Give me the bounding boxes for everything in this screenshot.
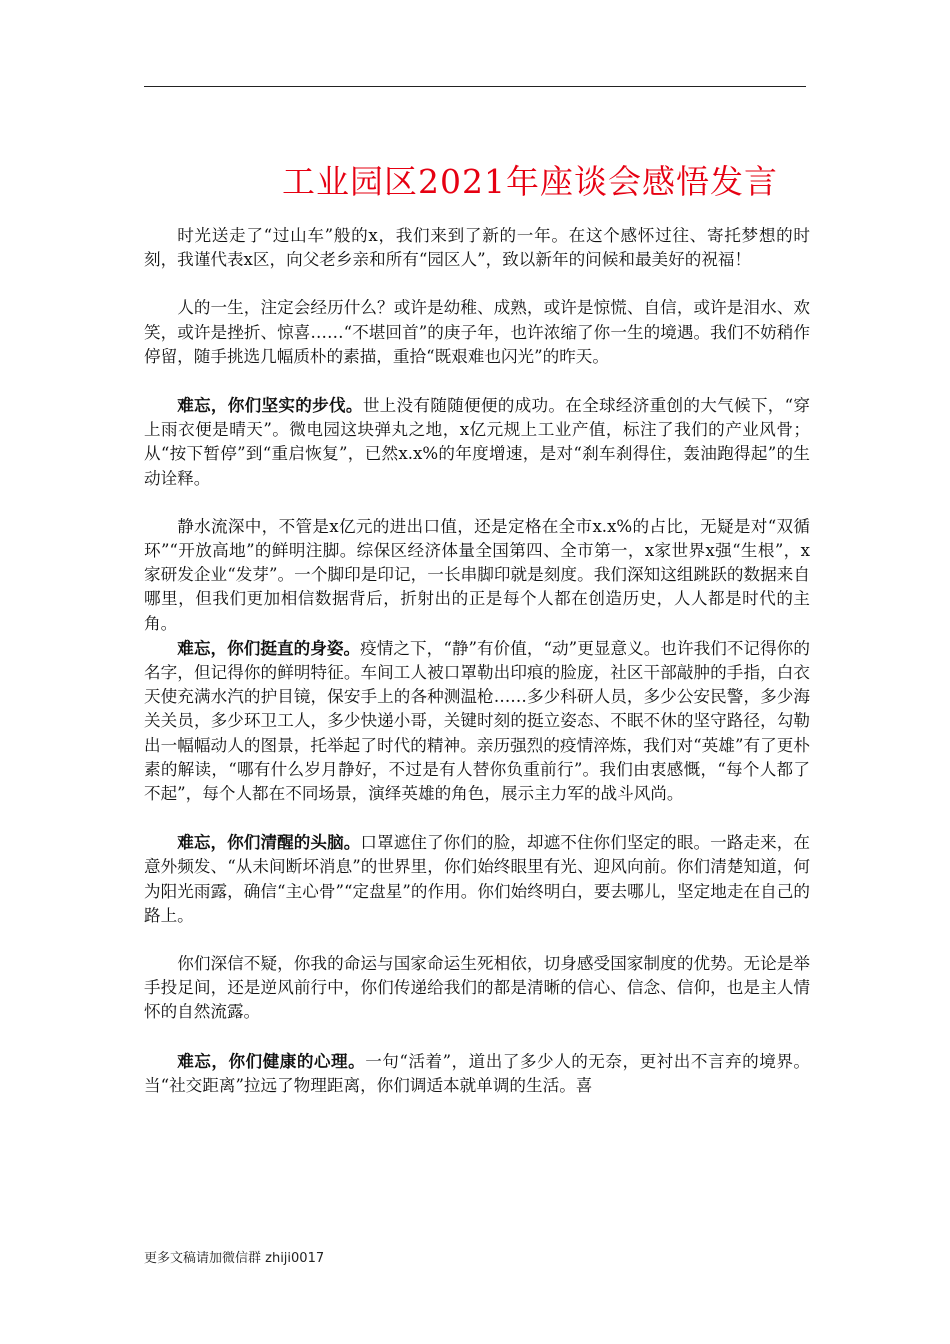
paragraph-7 [144, 952, 810, 1025]
paragraph-5-lead: 难忘，你们挺直的身姿。 [177, 637, 361, 658]
paragraph-3-lead: 难忘，你们坚实的步伐。 [177, 395, 363, 416]
footer-note: 更多文稿请加微信群 zhiji0017 [144, 1251, 325, 1266]
paragraph-8-text: 一句“活着”，道出了多少人的无奈，更衬出不言弃的境界。当“社交距离”拉远了物理距离，你们调适本就单调的生活。喜 [144, 1051, 811, 1095]
paragraph-2 [144, 296, 810, 369]
header-rule [144, 86, 806, 87]
paragraph-2-text: 人的一生，注定会经历什么？或许是幼稚、成熟，或许是惊慌、自信，或许是泪水、欢笑，或许是挫折、惊喜……“不堪回首”的庚子年，也许浓缩了你一生的境遇。我们不妨稍作停留，随手挑选几幅质朴的素描，重拾“既艰难也闪光”的昨天。 [144, 298, 810, 366]
paragraph-4-text: 静水流深中，不管是x亿元的进出口值，还是定格在全市x.x%的占比，无疑是对“双循环”“开放高地”的鲜明注脚。综保区经济体量全国第四、全市第一，x家世界x强“生根”，x家研发企业“发芽”。一个脚印是印记，一长串脚印就是刻度。我们深知这组跳跃的数据来自哪里，但我们更加相信数据背后，折射出的正是每个人都在创造历史，人人都是时代的主角。 [144, 516, 810, 633]
paragraph-7-text: 你们深信不疑，你我的命运与国家命运生死相依，切身感受国家制度的优势。无论是举手投足间，还是逆风前行中，你们传递给我们的都是清晰的信心、信念、信仰，也是主人情怀的自然流露。 [144, 954, 810, 1022]
paragraph-8 [144, 1049, 810, 1098]
paragraph-1-text: 时光送走了“过山车”般的x，我们来到了新的一年。在这个感怀过往、寄托梦想的时刻，我谨代表x区，向父老乡亲和所有“园区人”，致以新年的问候和最美好的祝福！ [144, 226, 810, 270]
paragraph-3 [144, 393, 810, 491]
paragraph-6-text: 口罩遮住了你们的脸，却遮不住你们坚定的眼。一路走来，在意外频发、“从未间断坏消息”的世界里，你们始终眼里有光、迎风向前。你们清楚知道，何为阳光雨露，确信“主心骨”“定盘星”的作用。你们始终明白，要去哪儿，坚定地走在自己的路上。 [144, 833, 811, 925]
paragraph-5 [144, 636, 810, 806]
document-body [144, 224, 810, 1098]
document-title: 工业园区2021年座谈会感悟发言 [282, 162, 778, 201]
paragraph-6-lead: 难忘，你们清醒的头脑。 [177, 832, 361, 853]
paragraph-4 [144, 515, 810, 636]
paragraph-6 [144, 830, 810, 928]
paragraph-3-text: 世上没有随随便便的成功。在全球经济重创的大气候下，“穿上雨衣便是晴天”。微电园这块弹丸之地，x亿元规上工业产值，标注了我们的产业风骨；从“按下暂停”到“重启恢复”，已然x.x%的年度增速，是对“刹车刹得住，轰油跑得起”的生动诠释。 [144, 396, 811, 488]
paragraph-1 [144, 224, 810, 272]
paragraph-8-lead: 难忘，你们健康的心理。 [177, 1050, 366, 1071]
paragraph-5-text: 疫情之下，“静”有价值，“动”更显意义。也许我们不记得你的名字，但记得你的鲜明特征。车间工人被口罩勒出印痕的脸庞，社区干部敲肿的手指，白衣天使充满水汽的护目镜，保安手上的各种测温枪……多少科研人员，多少公安民警，多少海关关员，多少环卫工人，多少快递小哥，关键时刻的挺立姿态、不眠不休的坚守路径，勾勒出一幅幅动人的图景，托举起了时代的精神。亲历强烈的疫情淬炼，我们对“英雄”有了更朴素的解读，“哪有什么岁月静好，不过是有人替你负重前行”。我们由衷感慨，“每个人都了不起”，每个人都在不同场景，演绎英雄的角色，展示主力军的战斗风尚。 [144, 638, 811, 804]
